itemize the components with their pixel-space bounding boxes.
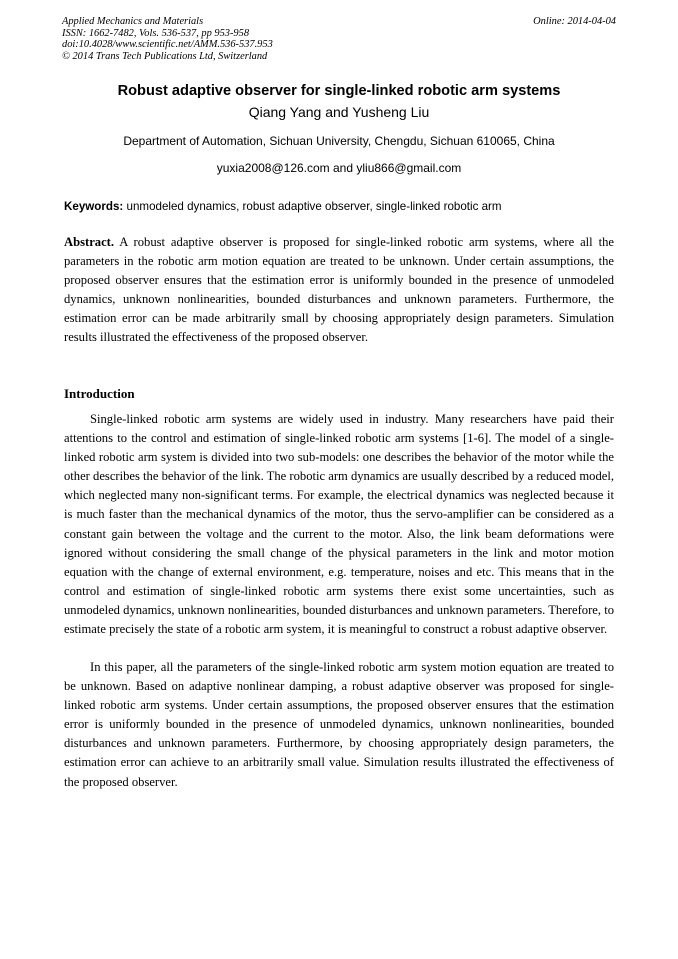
journal-meta — [62, 16, 273, 62]
paper-emails: yuxia2008@126.com and yliu866@gmail.com — [216, 161, 462, 175]
keywords-line — [64, 199, 502, 215]
keywords-label: Keywords: — [64, 200, 124, 213]
journal-name: Applied Mechanics and Materials — [62, 16, 204, 27]
abstract-text: A robust adaptive observer is proposed for single-linked robotic arm systems, where all the parameters in the robotic arm motion equation are treated to be unknown. Under certain assumptions, the proposed observer ensures that the estimation error is uniformly bounded in the presence of unmodeled dynamics, unknown nonlinearities, bounded disturbances and unknown parameters. Furthermore, the estimation error can be made arbitrarily small by choosing appropriately design parameters. Simulation results illustrated the effectiveness of the proposed observer. — [64, 235, 614, 345]
intro-paragraph-2: In this paper, all the parameters of the single-linked robotic arm system motion equation are treated to be unknown. Based on adaptive nonlinear damping, a robust adaptive observer was proposed for single-linked robotic arm systems. Under certain assumptions, the proposed observer ensures that the estimation error is uniformly bounded in the presence of unmodeled dynamics, unknown nonlinearities, bounded disturbances and unknown parameters. Furthermore, by choosing appropriately design parameters, the estimation error can achieve to an arbitrarily small value. Simulation results illustrated the effectiveness of the proposed observer. — [64, 660, 614, 789]
copyright-line: © 2014 Trans Tech Publications Ltd, Switzerland — [62, 50, 268, 62]
intro-paragraph-1: Single-linked robotic arm systems are widely used in industry. Many researchers have paid their attentions to the control and estimation of single-linked robotic arm systems [1-6]. The model of a single-linked robotic arm system is divided into two sub-models: one describes the behavior of the motor while the other describes the behavior of the link. The robotic arm dynamics are usually described by a reduced model, which neglected many non-significant terms. For example, the electrical dynamics was neglected because it is much faster than the mechanical dynamics of the motor, thus the servo-amplifier can be considered as a constant gain between the voltage and the current to the motor. Also, the link beam deformations were ignored without considering the small change of the physical parameters in the link and motor motion equation with the change of external environment, e.g. temperature, noises and etc. This means that in the control and estimation of single-linked robotic arm systems there exist some uncertainties, such as unmodeled dynamics, unknown nonlinearities, bounded disturbances and unknown parameters. Therefore, to estimate precisely the state of a robotic arm system, it is meaningful to construct a robust adaptive observer. — [64, 412, 614, 637]
paper-authors: Qiang Yang and Yusheng Liu — [248, 104, 430, 120]
abstract-paragraph — [64, 233, 614, 348]
paper-affiliation: Department of Automation, Sichuan University, Chengdu, Sichuan 610065, China — [123, 134, 555, 148]
online-date: Online: 2014-04-04 — [533, 16, 616, 27]
keywords-text: unmodeled dynamics, robust adaptive observer, single-linked robotic arm — [126, 200, 502, 213]
issn-line: ISSN: 1662-7482, Vols. 536-537, pp 953-958 — [62, 27, 250, 39]
introduction-heading: Introduction — [64, 386, 135, 401]
doi-line: doi:10.4028/www.scientific.net/AMM.536-537.953 — [62, 39, 273, 51]
paper-title: Robust adaptive observer for single-linked robotic arm systems — [117, 83, 561, 99]
abstract-label: Abstract. — [64, 235, 115, 249]
